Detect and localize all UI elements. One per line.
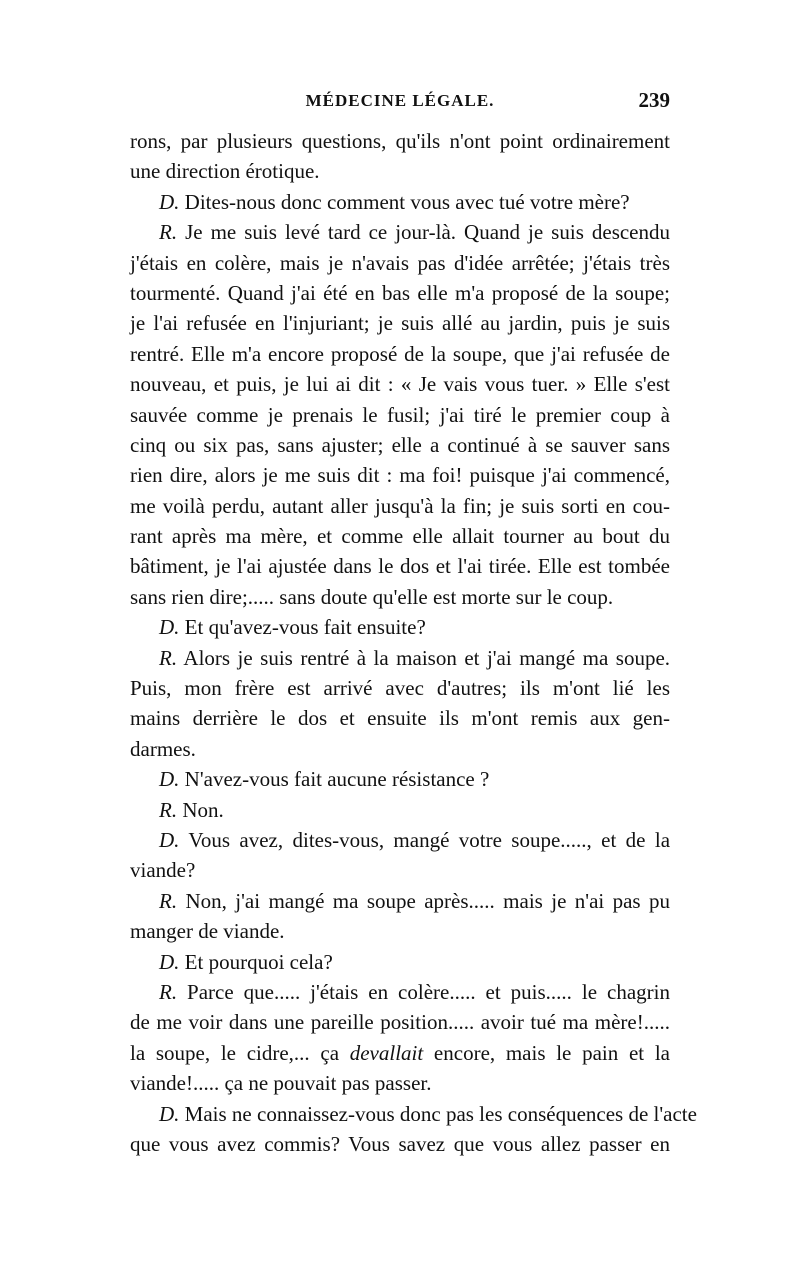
text-line — [130, 308, 670, 338]
line-text: tourmenté. Quand j'ai été en bas elle m'a proposé de la soupe; — [130, 280, 670, 305]
line-text: Et pourquoi cela? — [184, 949, 333, 974]
speaker-label: R. — [159, 979, 178, 1004]
line-text: Alors je suis rentré à la maison et j'ai mangé ma soupe. — [183, 645, 671, 670]
line-text: rentré. Elle m'a encore proposé de la soupe, que j'ai refusée de — [130, 341, 670, 366]
line-text: viande? — [130, 858, 196, 883]
running-title: MÉDECINE LÉGALE. — [305, 91, 495, 110]
line-text: Mais ne connaissez-vous donc pas les conséquences de l'acte — [184, 1101, 697, 1126]
line-text: j'étais en colère, mais je n'avais pas d'idée arrêtée; j'étais très — [130, 250, 670, 275]
page-number: 239 — [638, 88, 670, 112]
speaker-label: D. — [159, 189, 180, 214]
line-text: rant après ma mère, et comme elle allait tourner au bout du — [130, 524, 670, 549]
text-line — [130, 521, 670, 551]
line-text: rien dire, alors je me suis dit : ma foi! puisque j'ai commencé, — [130, 463, 670, 488]
line-text: la soupe, le cidre,... ça — [130, 1040, 350, 1065]
text-line — [130, 916, 670, 946]
line-text: rons, par plusieurs questions, qu'ils n'ont point ordinairement — [130, 129, 670, 153]
text-line — [130, 430, 670, 460]
speaker-label: D. — [159, 767, 180, 792]
line-text: cinq ou six pas, sans ajuster; elle a continué à se sauver sans — [130, 432, 670, 457]
line-text: Parce que..... j'étais en colère..... et puis..... le chagrin — [187, 979, 670, 1004]
text-line — [130, 582, 670, 612]
line-text: viande!..... ça ne pouvait pas passer. — [130, 1071, 432, 1096]
line-text: Vous avez, dites-vous, mangé votre soupe....., et de la — [188, 827, 671, 852]
line-text: Non, j'ai mangé ma soupe après..... mais je n'ai pas pu — [185, 888, 670, 913]
text-line — [130, 825, 670, 855]
text-line — [130, 764, 670, 794]
text-line — [130, 126, 670, 156]
line-text: Et qu'avez-vous fait ensuite? — [184, 615, 426, 640]
text-line — [130, 369, 670, 399]
speaker-label: D. — [159, 949, 180, 974]
line-text: me voilà perdu, autant aller jusqu'à la fin; je suis sorti en cou- — [130, 493, 670, 518]
italic-word: devallait — [349, 1040, 424, 1065]
text-line — [130, 156, 670, 186]
text-line — [130, 1038, 670, 1068]
text-line — [130, 643, 670, 673]
speaker-label: D. — [159, 615, 180, 640]
line-text: Puis, mon frère est arrivé avec d'autres; ils m'ont lié les — [130, 676, 670, 701]
text-line — [130, 673, 670, 703]
text-line — [130, 612, 670, 642]
line-text: Je me suis levé tard ce jour-là. Quand je suis descendu — [185, 220, 671, 245]
line-text: que vous avez commis? Vous savez que vous allez passer en — [130, 1131, 670, 1156]
line-text: Dites-nous donc comment vous avec tué votre mère? — [184, 189, 630, 214]
line-text: sans rien dire;..... sans doute qu'elle est morte sur le coup. — [130, 584, 614, 609]
text-line — [130, 1099, 697, 1129]
line-text: nouveau, et puis, je lui ai dit : « Je vais vous tuer. » Elle s'est — [130, 372, 670, 397]
line-text: mains derrière le dos et ensuite ils m'ont remis aux gen- — [130, 706, 670, 731]
text-line — [130, 855, 670, 885]
text-line — [130, 886, 670, 916]
text-line — [130, 339, 670, 369]
line-text: sauvée comme je prenais le fusil; j'ai tiré le premier coup à — [130, 402, 670, 427]
line-text: N'avez-vous fait aucune résistance ? — [184, 767, 490, 792]
line-text: darmes. — [130, 736, 196, 761]
speaker-label: R. — [159, 888, 178, 913]
text-line — [130, 248, 670, 278]
line-text: Non. — [182, 797, 224, 822]
text-line — [130, 551, 670, 581]
line-text: bâtiment, je l'ai ajustée dans le dos et l'ai tirée. Elle est tombée — [130, 554, 670, 579]
speaker-label: R. — [159, 797, 178, 822]
line-text: de me voir dans une pareille position..... avoir tué ma mère!..... — [130, 1010, 670, 1035]
text-line — [130, 460, 670, 490]
text-line — [130, 187, 670, 217]
line-text: encore, mais le pain et la — [423, 1040, 670, 1065]
page-header — [130, 88, 670, 121]
speaker-label: D. — [159, 1101, 180, 1126]
text-line — [130, 947, 670, 977]
speaker-label: R. — [159, 645, 178, 670]
text-line — [130, 703, 670, 733]
text-line — [130, 977, 670, 1007]
text-line — [130, 795, 670, 825]
text-line — [130, 1129, 670, 1159]
line-text: une direction érotique. — [130, 159, 320, 184]
text-line — [130, 734, 670, 764]
speaker-label: R. — [159, 220, 178, 245]
text-line — [130, 1068, 670, 1098]
text-line — [130, 217, 670, 247]
text-line — [130, 278, 670, 308]
text-line — [130, 1007, 670, 1037]
line-text: je l'ai refusée en l'injuriant; je suis allé au jardin, puis je suis — [130, 311, 670, 336]
text-line — [130, 400, 670, 430]
line-text: manger de viande. — [130, 919, 285, 944]
speaker-label: D. — [159, 827, 180, 852]
text-line — [130, 491, 670, 521]
body-text — [130, 126, 697, 1159]
